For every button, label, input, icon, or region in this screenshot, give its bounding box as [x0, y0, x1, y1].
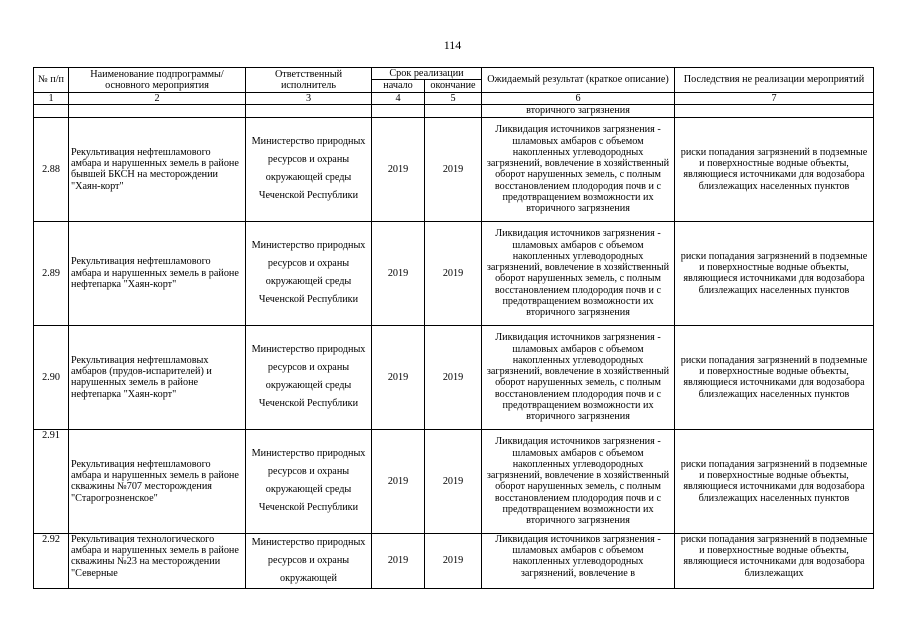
- consequences: риски попадания загрязнений в подземные и поверхностные водные объекты, являющиеся источниками для водозабора близлежащих населенных пунктов: [675, 221, 874, 325]
- header-result: Ожидаемый результат (краткое описание): [482, 68, 675, 93]
- column-number: 7: [675, 92, 874, 104]
- header-start: начало: [372, 80, 425, 92]
- measure-name: Рекультивация нефтешламового амбара и нарушенных земель в районе бывшей БКСН на месторождении "Хаян-корт": [69, 117, 246, 221]
- column-numbering-row: [34, 92, 874, 104]
- table-row: [34, 117, 874, 221]
- measure-name: Рекультивация технологического амбара и нарушенных земель в районе скважины №23 на месторождении "Северные: [69, 533, 246, 588]
- header-name: Наименование подпрограммы/ основного мероприятия: [69, 68, 246, 93]
- start-year: 2019: [372, 533, 425, 588]
- expected-result: Ликвидация источников загрязнения - шламовых амбаров с объемом накопленных углеводородных загрязнений, вовлечение в хозяйственный оборот нарушенных земель, с полным восстановлением плодородия почв и с предотвращением возможности их вторичного загрязнения: [482, 429, 675, 533]
- column-number: 4: [372, 92, 425, 104]
- expected-result: Ликвидация источников загрязнения - шламовых амбаров с объемом накопленных углеводородных загрязнений, вовлечение в хозяйственный оборот нарушенных земель, с полным восстановлением плодородия почв и с предотвращением возможности их вторичного загрязнения: [482, 221, 675, 325]
- end-year: 2019: [425, 117, 482, 221]
- column-number: 5: [425, 92, 482, 104]
- row-number: 2.88: [34, 117, 69, 221]
- column-number: 6: [482, 92, 675, 104]
- end-year: 2019: [425, 429, 482, 533]
- header-no: № п/п: [34, 68, 69, 93]
- header-end: окончание: [425, 80, 482, 92]
- start-year: 2019: [372, 221, 425, 325]
- page-number: 114: [443, 38, 462, 52]
- table-row: [34, 325, 874, 429]
- program-table: [33, 67, 874, 589]
- table-row: [34, 429, 874, 533]
- row-number: 2.90: [34, 325, 69, 429]
- measure-name: Рекультивация нефтешламового амбара и нарушенных земель в районе нефтепарка "Хаян-корт": [69, 221, 246, 325]
- end-year: 2019: [425, 221, 482, 325]
- row-number: 2.89: [34, 221, 69, 325]
- table-row: [34, 221, 874, 325]
- consequences: риски попадания загрязнений в подземные и поверхностные водные объекты, являющиеся источниками для водозабора близлежащих населенных пунктов: [675, 429, 874, 533]
- end-year: 2019: [425, 533, 482, 588]
- measure-name: Рекультивация нефтешламового амбара и нарушенных земель в районе скважины №707 месторождения "Старогрозненское": [69, 429, 246, 533]
- column-number: 3: [246, 92, 372, 104]
- column-number: 2: [69, 92, 246, 104]
- expected-result: Ликвидация источников загрязнения - шламовых амбаров с объемом накопленных углеводородных загрязнений, вовлечение в хозяйственный оборот нарушенных земель, с полным восстановлением плодородия почв и с предотвращением возможности их вторичного загрязнения: [482, 325, 675, 429]
- responsible: Министерство природных ресурсов и охраны окружающей среды Чеченской Республики: [246, 117, 372, 221]
- responsible: Министерство природных ресурсов и охраны окружающей среды Чеченской Республики: [246, 221, 372, 325]
- end-year: 2019: [425, 325, 482, 429]
- header-consequences: Последствия не реализации мероприятий: [675, 68, 874, 93]
- table-header-row: [34, 68, 874, 80]
- start-year: 2019: [372, 429, 425, 533]
- header-term: Срок реализации: [372, 68, 482, 80]
- continuation-row: [34, 104, 874, 117]
- table-row: [34, 533, 874, 588]
- responsible: Министерство природных ресурсов и охраны окружающей среды Чеченской Республики: [246, 429, 372, 533]
- row-number: 2.92: [34, 533, 69, 588]
- start-year: 2019: [372, 117, 425, 221]
- expected-result: Ликвидация источников загрязнения - шламовых амбаров с объемом накопленных углеводородных загрязнений, вовлечение в хозяйственный оборот нарушенных земель, с полным восстановлением плодородия почв и с предотвращением возможности их вторичного загрязнения: [482, 117, 675, 221]
- consequences: риски попадания загрязнений в подземные и поверхностные водные объекты, являющиеся источниками для водозабора близлежащих населенных пунктов: [675, 117, 874, 221]
- responsible: Министерство природных ресурсов и охраны окружающей среды Чеченской Республики: [246, 325, 372, 429]
- header-responsible: Ответственный исполнитель: [246, 68, 372, 93]
- row-number: 2.91: [34, 429, 69, 533]
- start-year: 2019: [372, 325, 425, 429]
- responsible: Министерство природных ресурсов и охраны окружающей: [246, 533, 372, 588]
- column-number: 1: [34, 92, 69, 104]
- expected-result: Ликвидация источников загрязнения - шламовых амбаров с объемом накопленных углеводородных загрязнений, вовлечение в: [482, 533, 675, 588]
- continuation-text: вторичного загрязнения: [482, 104, 675, 117]
- consequences: риски попадания загрязнений в подземные и поверхностные водные объекты, являющиеся источниками для водозабора близлежащих: [675, 533, 874, 588]
- measure-name: Рекультивация нефтешламовых амбаров (прудов-испарителей) и нарушенных земель в районе нефтепарка "Хаян-корт": [69, 325, 246, 429]
- consequences: риски попадания загрязнений в подземные и поверхностные водные объекты, являющиеся источниками для водозабора близлежащих населенных пунктов: [675, 325, 874, 429]
